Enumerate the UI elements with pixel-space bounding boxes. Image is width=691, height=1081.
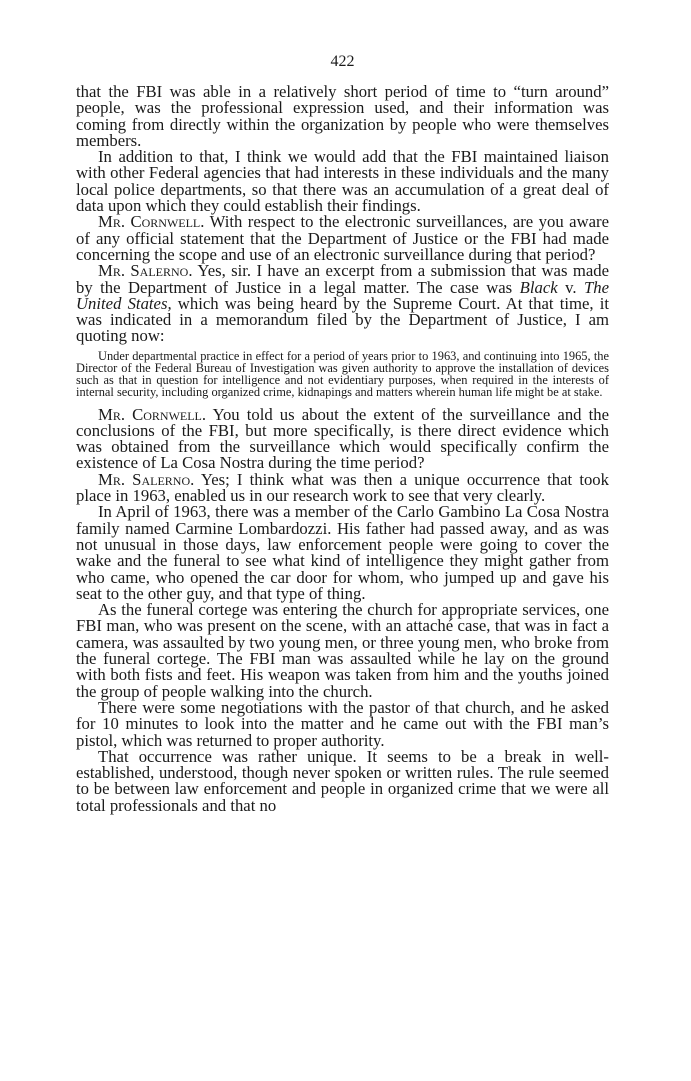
paragraph bbox=[76, 504, 609, 602]
speaker-name: Mr. Salerno. bbox=[98, 469, 195, 489]
paragraph bbox=[76, 263, 609, 344]
paragraph bbox=[76, 214, 609, 263]
case-name-part: The United States, bbox=[76, 277, 610, 313]
paragraph-text: You told us about the extent of the surveillance and the conclusions of the FBI, but more specifically, is there direct evidence which was obtained from the surveillance which would specifically confirm the existence of La Cosa Nostra during the time period? bbox=[76, 404, 609, 473]
paragraph-text: that the FBI was able in a relatively short period of time to “turn around” people, was the professional expression used, and their information was coming from directly within the organization by people who were themselves members. bbox=[76, 82, 609, 150]
paragraph-text: That occurrence was rather unique. It seems to be a break in well-established, understood, though never spoken or written rules. The rule seemed to be between law enforcement and people in organized crime that we were all total professionals and that no bbox=[76, 746, 609, 815]
speaker-name: Mr. Cornwell. bbox=[98, 212, 205, 232]
paragraph-text: which was being heard by the Supreme Court. At that time, it was indicated in a memorandum filed by the Department of Justice, I am quoting now: bbox=[76, 293, 609, 346]
paragraph-text: In addition to that, I think we would add that the FBI maintained liaison with other Federal agencies that had interests in these individuals and the many local police departments, so that there was an accumulation of a great deal of data upon which they could establish their findings. bbox=[76, 147, 609, 216]
paragraph-text: v. bbox=[565, 277, 577, 297]
paragraph-text: As the funeral cortege was entering the church for appropriate services, one FBI man, who was present on the scene, with an attaché case, that was in fact a camera, was assaulted by two young men, or three young men, who broke from the funeral cortege. The FBI man was assaulted while he lay on the ground with both fists and feet. His weapon was taken from him and the youths joined the group of people walking into the church. bbox=[76, 600, 609, 701]
paragraph bbox=[76, 697, 609, 750]
block-quote: Under departmental practice in effect for a period of years prior to 1963, and continuing into 1965, the Director of the Federal Bureau of Investigation was given authority to approve the installation of devices such as that in question for intelligence and not evidentiary purposes, when required in the interests of internal security, including organized crime, kidnapings and matters wherein human life might be at stake. bbox=[76, 348, 609, 400]
case-name-part: Black bbox=[519, 277, 558, 297]
paragraph bbox=[76, 602, 609, 700]
paragraph-text: In April of 1963, there was a member of the Carlo Gambino La Cosa Nostra family named Carmine Lombardozzi. His father had passed away, and as was not unusual in those days, law enforcement people were going to cover the wake and the funeral to see what kind of intelligence they might gather from who came, who opened the car door for whom, who jumped up and gave his seat to the other guy, and that type of thing. bbox=[76, 502, 609, 603]
paragraph-text: There were some negotiations with the pastor of that church, and he asked for 10 minutes to look into the matter and he came out with the FBI man’s pistol, which was returned to proper authority. bbox=[76, 697, 609, 750]
paragraph bbox=[76, 84, 609, 149]
paragraph-text: With respect to the electronic surveillances, are you aware of any official statement that the Department of Justice or the FBI had made concerning the scope and use of an electronic surveillance during that period? bbox=[76, 212, 609, 264]
paragraph bbox=[76, 469, 609, 506]
paragraph bbox=[76, 404, 609, 473]
paragraph-text: Yes, sir. I have an excerpt from a submission that was made by the Department of Justice in a legal matter. The case was bbox=[76, 261, 609, 297]
paragraph-text: Yes; I think what was then a unique occurrence that took place in 1963, enabled us in our research work to see that very clearly. bbox=[76, 469, 609, 506]
paragraph bbox=[76, 746, 609, 815]
paragraph bbox=[76, 149, 609, 214]
page-number: 422 bbox=[330, 53, 355, 70]
speaker-name: Mr. Cornwell. bbox=[98, 404, 207, 424]
document-page bbox=[76, 52, 609, 814]
speaker-name: Mr. Salerno. bbox=[98, 261, 193, 281]
